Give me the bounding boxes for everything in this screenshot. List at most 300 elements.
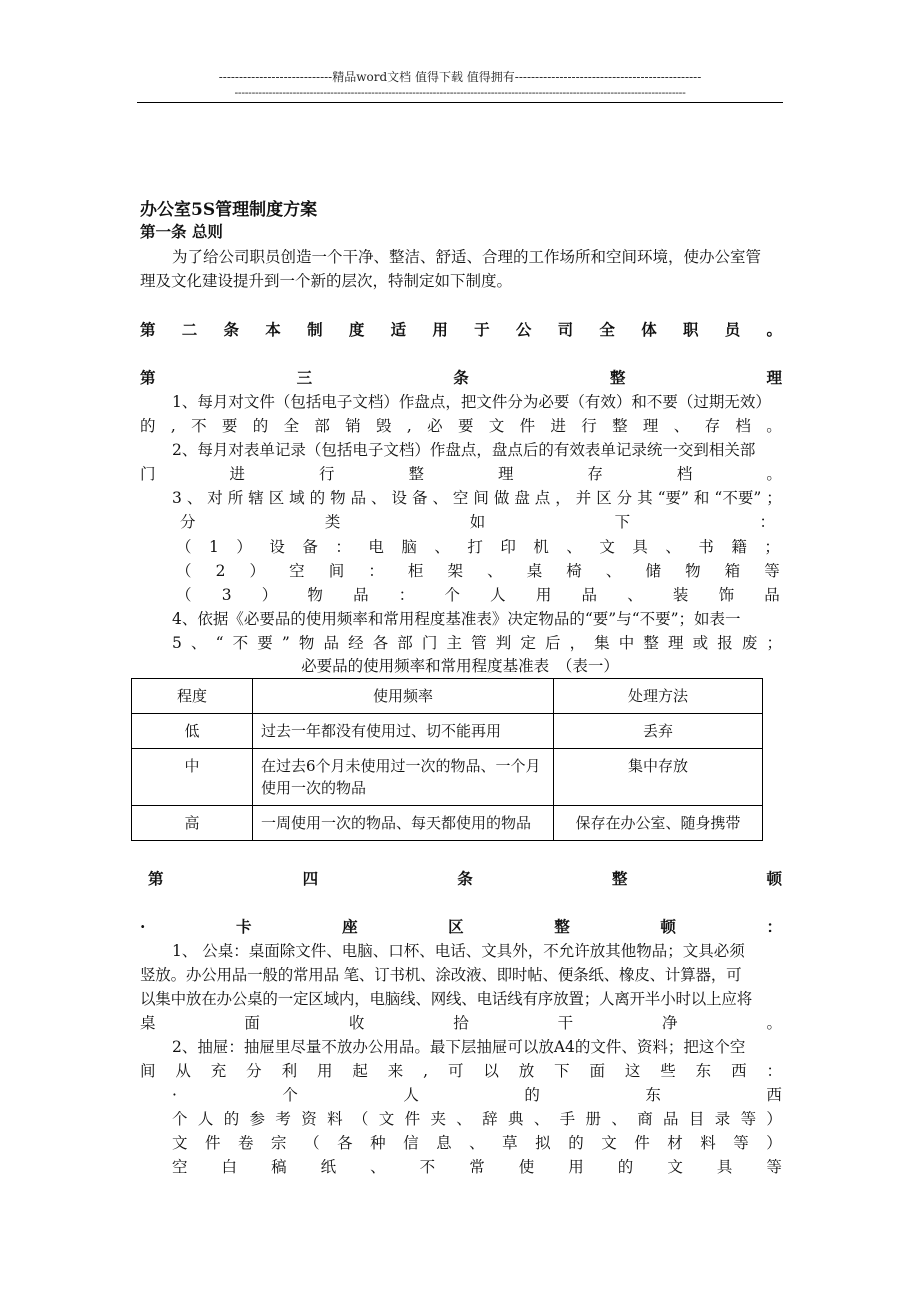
text-char: 、 — [566, 538, 582, 556]
text-char: 个 — [282, 1086, 298, 1104]
text-char: 、 — [434, 538, 450, 556]
art1-paragraph-line2: 理及文化建设提升到一个新的层次，特制定如下制度。 — [140, 272, 513, 290]
text-char: 这 — [624, 1062, 641, 1080]
text-char: 典 — [507, 1110, 524, 1128]
text-char: 分 — [246, 1062, 262, 1080]
text-char: 料 — [700, 1134, 716, 1152]
text-char: 档 — [735, 417, 751, 435]
text-char: 储 — [645, 562, 661, 580]
text-char: 参 — [249, 1110, 266, 1128]
text-char: , — [170, 417, 176, 435]
text-char: 于 — [474, 320, 490, 339]
text-char: 全 — [599, 320, 615, 339]
text-char: ） — [249, 562, 266, 580]
text-char: 第 — [140, 320, 156, 339]
art4-item2-line1: 2、抽屉：抽屉里尽量不放办公用品。最下层抽屉可以放A4的文件、资料；把这个空 — [172, 1038, 746, 1056]
text-char: 个 — [172, 1110, 188, 1128]
text-char: 品 — [323, 634, 339, 652]
text-char: 品 — [581, 586, 598, 604]
text-char: 区 — [596, 489, 612, 507]
text-char: 拾 — [453, 1014, 469, 1032]
text-char: 要 — [257, 634, 273, 652]
text-char: 报 — [717, 634, 733, 652]
text-char: 定 — [520, 634, 536, 652]
text-char: 条 — [223, 320, 240, 339]
text-char: 理 — [642, 417, 659, 435]
text-char: ； — [766, 634, 782, 652]
text-char: 箱 — [724, 562, 741, 580]
text-char: 二 — [181, 320, 198, 339]
text-char: 品 — [350, 489, 367, 507]
text-char: 空 — [452, 489, 469, 507]
table-cell: 在过去6个月未使用过一次的物品、一个月使用一次的物品 — [253, 749, 554, 806]
art4-item2-line2 — [140, 1059, 782, 1083]
table-cell: 高 — [132, 806, 253, 841]
text-char: 进 — [550, 417, 566, 435]
text-char: 行 — [318, 465, 335, 483]
text-char: 、 — [605, 562, 622, 580]
text-char: 件 — [404, 1110, 421, 1128]
text-char: ， — [569, 634, 586, 652]
text-char: 理 — [668, 634, 684, 652]
text-char: 要 — [221, 417, 238, 435]
art4-blank-paper-line — [172, 1155, 782, 1179]
text-char: 物 — [685, 562, 701, 580]
text-char: 、 — [186, 489, 203, 507]
text-char: 间 — [328, 562, 345, 580]
text-char: 职 — [682, 320, 699, 339]
text-char: · — [172, 1086, 177, 1104]
text-char: 品 — [764, 586, 780, 604]
text-char: 件 — [519, 417, 536, 435]
text-char: （ — [176, 562, 192, 580]
table-header-cell: 程度 — [132, 679, 253, 714]
text-char: 3 — [172, 489, 182, 507]
text-char: 主 — [446, 634, 463, 652]
text-char: 的 — [524, 1086, 540, 1104]
text-char: 件 — [634, 1134, 650, 1152]
text-char: 三 — [296, 368, 313, 387]
text-char: 对 — [207, 489, 223, 507]
text-char: 盘 — [514, 489, 530, 507]
text-char: 各 — [337, 1134, 353, 1152]
text-char: 辞 — [482, 1110, 498, 1128]
text-char: 整 — [612, 417, 628, 435]
text-char: 下 — [614, 513, 631, 531]
table-row — [132, 806, 763, 841]
text-char: 、 — [469, 1134, 485, 1152]
text-char: 员 — [724, 320, 741, 339]
text-char: 必 — [427, 417, 443, 435]
text-char: 等 — [740, 1110, 757, 1128]
art4-item1-line1: 1、 公桌：桌面除文件、电脑、口杯、电话、文具外，不允许放其他物品；文具必须 — [172, 942, 745, 960]
text-char: 、 — [611, 1110, 627, 1128]
text-char: 。 — [766, 1014, 782, 1032]
text-char: “ — [215, 634, 224, 652]
text-char: 以 — [483, 1062, 499, 1080]
text-char: 经 — [348, 634, 364, 652]
text-char: 文 — [488, 417, 505, 435]
art3-item1-line2 — [140, 414, 782, 438]
text-char: 空 — [172, 1158, 188, 1176]
text-char: 手 — [559, 1110, 576, 1128]
table-cell: 中 — [132, 749, 253, 806]
text-char: 第 — [140, 368, 156, 387]
text-char: 第 — [148, 869, 164, 888]
text-char: 域 — [289, 489, 305, 507]
text-char: 人 — [490, 586, 506, 604]
text-char: 体 — [641, 320, 657, 339]
text-char: “要” — [657, 489, 689, 507]
text-char: 文 — [667, 1158, 683, 1176]
text-char: 销 — [345, 417, 361, 435]
text-char: （ — [176, 538, 192, 556]
text-char: 、 — [487, 562, 503, 580]
text-char: 毁 — [376, 417, 392, 435]
table-header-row — [132, 679, 763, 714]
text-char: 、 — [665, 538, 681, 556]
text-char: 净 — [662, 1014, 678, 1032]
text-char: 用 — [535, 586, 552, 604]
text-char: 和 — [693, 489, 710, 507]
text-char: 。 — [766, 465, 782, 483]
text-char: 品 — [353, 586, 369, 604]
text-char: 间 — [140, 1062, 156, 1080]
text-char: 条 — [457, 869, 473, 888]
text-char: 部 — [397, 634, 413, 652]
text-char: ； — [764, 538, 780, 556]
text-char: 收 — [348, 1014, 365, 1032]
art3-item3-line — [172, 486, 782, 510]
text-char: 备 — [302, 538, 318, 556]
text-char: 卡 — [235, 917, 252, 936]
text-char: 、 — [371, 489, 387, 507]
text-char: 适 — [390, 320, 407, 339]
text-char: 整 — [643, 634, 659, 652]
header-top-line: ----------------------------精品word文档 值得下载 值得拥有---------------------------------------------- — [218, 70, 702, 84]
text-char: 点 — [534, 489, 551, 507]
text-char: 如 — [469, 513, 486, 531]
art3-classify-line — [180, 510, 775, 534]
text-char: 籍 — [731, 538, 747, 556]
text-char: 放 — [518, 1062, 535, 1080]
text-char: 设 — [269, 538, 285, 556]
doc-title: 办公室5S管理制度方案 — [140, 200, 318, 220]
text-char: 、 — [533, 1110, 550, 1128]
text-char: 柜 — [407, 562, 424, 580]
text-char: 息 — [436, 1134, 452, 1152]
text-char: 集 — [594, 634, 610, 652]
text-char: 公 — [515, 320, 532, 339]
text-char: 文 — [172, 1134, 188, 1152]
text-char: 整 — [408, 465, 424, 483]
text-char: ； — [766, 489, 782, 507]
text-char: 整 — [609, 368, 626, 387]
text-char: 座 — [342, 917, 358, 936]
text-char: 不 — [191, 417, 207, 435]
text-char: 设 — [391, 489, 408, 507]
text-char: 5 — [172, 634, 182, 652]
text-char: 件 — [205, 1134, 221, 1152]
text-char: 判 — [495, 634, 512, 652]
text-char: 个 — [444, 586, 460, 604]
text-char: 、 — [432, 489, 448, 507]
text-char: 具 — [716, 1158, 733, 1176]
text-char: 理 — [497, 465, 514, 483]
text-char: 物 — [298, 634, 315, 652]
text-char: 、 — [673, 417, 690, 435]
art1-paragraph-line1: 为了给公司职员创造一个干净、整洁、舒适、合理的工作场所和空间环境，使办公室管 — [172, 248, 762, 266]
text-char: 的 — [617, 1158, 634, 1176]
text-char: 的 — [140, 417, 156, 435]
art4-item1-line3: 以集中放在办公桌的一定区域内，电脑线、网线、电话线有序放置；人离开半小时以上应将 — [140, 990, 753, 1008]
text-char: ： — [398, 586, 415, 604]
text-char: 可 — [447, 1062, 464, 1080]
text-char: 间 — [473, 489, 489, 507]
table-header-cell: 使用频率 — [253, 679, 554, 714]
text-char: ） — [766, 1110, 782, 1128]
text-char: 电 — [368, 538, 384, 556]
table-caption: 必要品的使用频率和常用程度基准表 （表一） — [301, 657, 619, 675]
art1-heading: 第一条 总则 — [140, 222, 223, 241]
text-char: 印 — [500, 538, 516, 556]
text-char: 类 — [324, 513, 341, 531]
text-char: 用 — [316, 1062, 333, 1080]
text-char: 等 — [764, 562, 780, 580]
text-char: 理 — [766, 368, 782, 387]
text-char: 本 — [265, 320, 281, 339]
text-char: ： — [766, 1062, 782, 1080]
text-char: 信 — [403, 1134, 419, 1152]
text-char: 全 — [283, 417, 300, 435]
text-char: 册 — [585, 1110, 602, 1128]
text-char: 来 — [387, 1062, 404, 1080]
text-char: 其 — [637, 489, 653, 507]
text-char: 等 — [766, 1158, 782, 1176]
header-second-line: ------------------------------------------------------------------------------------------------------------------------------------ — [234, 86, 686, 99]
text-char: （ — [176, 586, 192, 604]
text-char: 些 — [660, 1062, 676, 1080]
table-cell: 过去一年都没有使用过、切不能再用 — [253, 714, 554, 749]
text-char: ） — [766, 1134, 782, 1152]
text-char: 人 — [197, 1110, 214, 1128]
table-row — [132, 749, 763, 806]
table-row — [132, 714, 763, 749]
text-char: 行 — [581, 417, 597, 435]
text-char: 后 — [544, 634, 561, 652]
text-char: 面 — [589, 1062, 606, 1080]
text-char: 区 — [448, 917, 464, 936]
text-char: 下 — [554, 1062, 570, 1080]
text-char: 中 — [618, 634, 635, 652]
text-char: 门 — [140, 465, 156, 483]
text-char: ） — [261, 586, 278, 604]
text-char: 分 — [180, 513, 196, 531]
text-char: 白 — [221, 1158, 238, 1176]
text-char: 东 — [645, 1086, 661, 1104]
text-char: ） — [236, 538, 252, 556]
text-char: 整 — [611, 869, 628, 888]
art4-files-line — [172, 1131, 782, 1155]
text-char: 品 — [663, 1110, 679, 1128]
text-char: 打 — [467, 538, 483, 556]
text-char: 考 — [275, 1110, 291, 1128]
text-char: 进 — [229, 465, 245, 483]
art3-goods-line — [176, 583, 780, 607]
text-char: 利 — [281, 1062, 298, 1080]
text-char: 。 — [766, 417, 782, 435]
art3-item5-line — [172, 631, 782, 655]
table-cell: 低 — [132, 714, 253, 749]
text-char: 等 — [733, 1134, 749, 1152]
text-char: 并 — [575, 489, 592, 507]
text-char: 面 — [244, 1014, 260, 1032]
text-char: 做 — [493, 489, 510, 507]
art4-item1-line2: 竖放。办公用品一般的常用品 笔、订书机、涂改液、即时帖、便条纸、橡皮、计算器，可 — [140, 966, 742, 984]
text-char: （ — [352, 1110, 369, 1128]
text-char: · — [140, 917, 146, 936]
art3-item4-line: 4、依据《必要品的使用频率和常用程度基准表》决定物品的“要”与“不要”；如表一 — [172, 610, 741, 628]
text-char: 、 — [456, 1110, 472, 1128]
text-char: 纸 — [320, 1158, 337, 1176]
text-char: 物 — [307, 586, 323, 604]
text-char: 备 — [411, 489, 428, 507]
text-char: 拟 — [535, 1134, 551, 1152]
frequency-table — [131, 678, 763, 841]
text-char: ， — [555, 489, 571, 507]
text-char: 桌 — [140, 1014, 156, 1032]
text-char: 的 — [309, 489, 326, 507]
text-char: 整 — [554, 917, 570, 936]
text-char: ： — [766, 917, 782, 936]
table-cell: 一周使用一次的物品、每天都使用的物品 — [253, 806, 554, 841]
text-char: 、 — [370, 1158, 386, 1176]
text-char: ” — [281, 634, 290, 652]
art4-item1-line4 — [140, 1011, 782, 1035]
text-char: 档 — [676, 465, 693, 483]
text-char: 存 — [587, 465, 603, 483]
text-char: 1 — [209, 538, 219, 556]
art3-equipment-line — [176, 535, 780, 559]
text-char: 分 — [616, 489, 633, 507]
text-char: 具 — [632, 538, 648, 556]
text-char: 常 — [469, 1158, 485, 1176]
text-char: 辖 — [248, 489, 264, 507]
art2-line — [140, 318, 782, 342]
text-char: ： — [368, 562, 384, 580]
text-char: 西 — [731, 1062, 747, 1080]
text-char: 桌 — [526, 562, 543, 580]
art3-space-line — [176, 559, 780, 583]
text-char: 。 — [766, 320, 782, 339]
table-cell: 集中存放 — [554, 749, 763, 806]
text-char: 度 — [348, 320, 365, 339]
art4-heading — [148, 867, 782, 891]
text-char: 门 — [421, 634, 438, 652]
text-char: 椅 — [566, 562, 582, 580]
text-char: 的 — [223, 1110, 240, 1128]
text-char: 区 — [268, 489, 285, 507]
text-char: 条 — [453, 368, 469, 387]
text-char: 从 — [175, 1062, 191, 1080]
text-char: 文 — [378, 1110, 395, 1128]
text-char: 管 — [471, 634, 487, 652]
text-char: 东 — [695, 1062, 712, 1080]
art4-reference-line — [172, 1107, 782, 1131]
art3-item1-line1: 1、每月对文件（包括电子文档）作盘点，把文件分为必要（有效）和不要（过期无效） — [172, 393, 771, 411]
text-char: 宗 — [271, 1134, 287, 1152]
text-char: 不 — [419, 1158, 436, 1176]
text-char: 充 — [210, 1062, 227, 1080]
text-char: 资 — [301, 1110, 317, 1128]
text-char: 制 — [307, 320, 323, 339]
text-char: 西 — [766, 1086, 782, 1104]
text-char: 、 — [627, 586, 643, 604]
text-char: 物 — [330, 489, 346, 507]
text-char: 架 — [447, 562, 464, 580]
text-char: 装 — [672, 586, 689, 604]
text-char: 废 — [741, 634, 758, 652]
text-char: 用 — [568, 1158, 584, 1176]
text-char: 所 — [227, 489, 244, 507]
header-rule — [137, 102, 783, 103]
text-char: 人 — [403, 1086, 419, 1104]
text-char: 2 — [215, 562, 226, 580]
text-char: , — [423, 1062, 429, 1080]
art4-subheading — [140, 915, 782, 939]
text-char: 书 — [698, 538, 714, 556]
text-char: 种 — [370, 1134, 386, 1152]
text-char: 使 — [518, 1158, 535, 1176]
text-char: 要 — [457, 417, 474, 435]
table-header-cell: 处理方法 — [554, 679, 763, 714]
text-char: 3 — [221, 586, 232, 604]
text-char: （ — [304, 1134, 320, 1152]
table-cell: 保存在办公室、随身携带 — [554, 806, 763, 841]
text-char: 起 — [352, 1062, 368, 1080]
text-char: 文 — [599, 538, 615, 556]
text-char: 脑 — [401, 538, 417, 556]
text-char: 存 — [704, 417, 721, 435]
text-char: 的 — [252, 417, 269, 435]
text-char: 各 — [372, 634, 389, 652]
text-char: 用 — [432, 320, 448, 339]
text-char: 顿 — [766, 869, 782, 888]
text-char: 空 — [289, 562, 305, 580]
art3-heading — [140, 366, 782, 390]
text-char: 料 — [327, 1110, 343, 1128]
text-char: 不 — [232, 634, 249, 652]
text-char: 文 — [601, 1134, 617, 1152]
text-char: 部 — [314, 417, 330, 435]
text-char: 四 — [302, 869, 319, 888]
text-char: 商 — [637, 1110, 653, 1128]
text-char: 夹 — [430, 1110, 446, 1128]
text-char: 草 — [502, 1134, 518, 1152]
text-char: 的 — [568, 1134, 584, 1152]
text-char: ： — [759, 513, 775, 531]
text-char: 干 — [557, 1014, 574, 1032]
art3-item2-line2 — [140, 462, 782, 486]
text-char: 饰 — [718, 586, 735, 604]
art3-item2-line1: 2、每月对表单记录（包括电子文档）作盘点，盘点后的有效表单记录统一交到相关部 — [172, 441, 756, 459]
text-char: , — [406, 417, 412, 435]
text-char: ： — [335, 538, 351, 556]
text-char: 稿 — [271, 1158, 287, 1176]
text-char: 卷 — [238, 1134, 254, 1152]
text-char: 司 — [557, 320, 574, 339]
table-cell: 丢弃 — [554, 714, 763, 749]
